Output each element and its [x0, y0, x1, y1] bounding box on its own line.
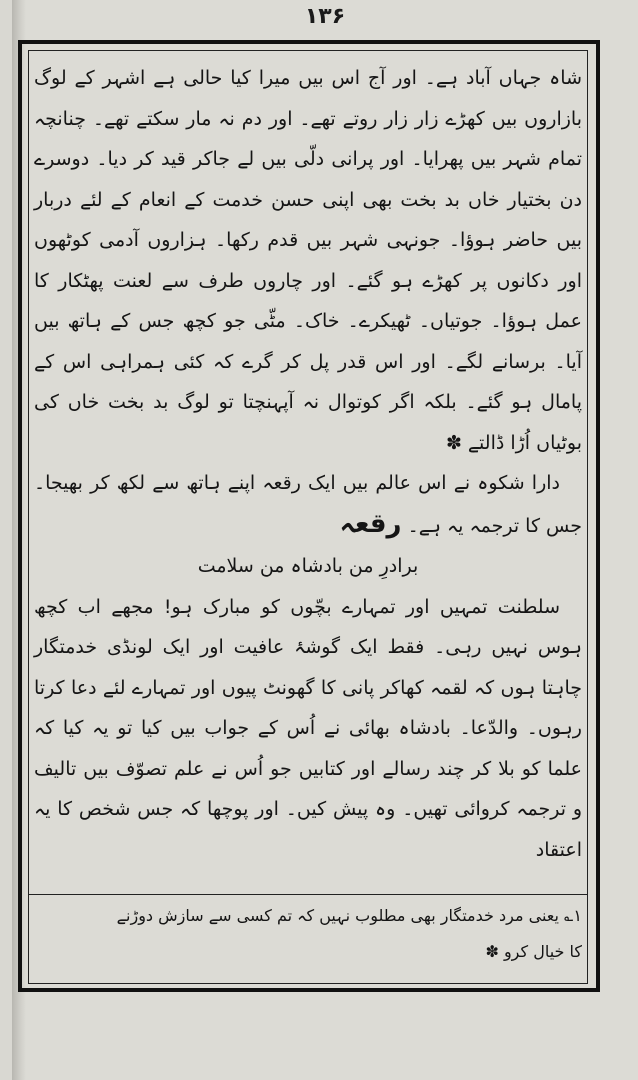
- paragraph-2-text: دارا شکوہ نے اس عالم بیں ایک رقعہ اپنے ہاتھ سے لکھ کر بھیجا۔ جس کا ترجمہ یہ ہے۔: [34, 472, 582, 537]
- footnote-line-2: کا خیال کرو ✽: [485, 942, 582, 961]
- book-page: [12, 0, 638, 1080]
- paragraph-1: شاہ جہاں آباد ہے۔ اور آج اس بیں میرا کیا حالی ہے اشہر کے لوگ بازاروں بیں کھڑے زار زار روتے تھے۔ اور دم نہ مار سکتے تھے۔ چنانچہ تمام شہر بیں پھرایا۔ اور پرانی دلّی بیں لے جاکر قید کر دیا۔ دوسرے دن بختیار خاں بد بخت بھی اپنی حسن خدمت کے انعام کے لئے دربار بیں حاضر ہوؤا۔ جونہی شہر بیں قدم رکھا۔ ہزاروں آدمی کوٹھوں اور دکانوں پر کھڑے ہو گئے۔ اور چاروں طرف سے لعنت پھٹکار کا عمل ہوؤا۔ جوتیاں۔ ٹھیکرے۔ خاک۔ مٹّی جو کچھ جس کے ہاتھ بیں آیا۔ برسانے لگے۔ اور اس قدر پل کر گرے کہ کئی ہمراہی اس کے پامال ہو گئے۔ بلکہ اگر کوتوال نہ آپہنچتا تو لوگ بد بخت خاں کی بوٹیاں اُڑا ڈالتے ✽: [34, 67, 582, 454]
- footnote: [34, 898, 582, 970]
- footnote-divider: [28, 894, 588, 895]
- paragraph-2: [34, 463, 582, 546]
- footnote-line-1: ۱؎ یعنی مرد خدمتگار بھی مطلوب نہیں کہ تم کسی سے سازش دوڑنے: [116, 906, 582, 925]
- main-text-block: [34, 58, 582, 870]
- page-number: ۱۳۶: [304, 4, 346, 29]
- letter-salutation: برادرِ من بادشاہ من سلامت: [197, 555, 419, 577]
- paragraph-3: سلطنت تمہیں اور تمہارے بچّوں کو مبارک ہو! مجھے اب کچھ ہوس نہیں رہی۔ فقط ایک گوشۂ عافیت اور ایک لونڈی خدمتگار چاہتا ہوں کہ لقمہ کھاکر پانی کا گھونٹ پیوں اور تمہارے لئے دعا کرتا رہوں۔ والدّعا۔ بادشاہ بھائی نے اُس کے جواب بیں کیا تو یہ کیا کہ علما کو بلا کر چند رسالے اور کتابیں جو اُس نے علم تصوّف بیں تالیف و ترجمہ کروائی تھیں۔ وہ پیش کیں۔ اور پوچھا کہ جس شخص کا یہ اعتقاد: [34, 595, 582, 861]
- ruqa-heading: رقعہ: [339, 508, 402, 539]
